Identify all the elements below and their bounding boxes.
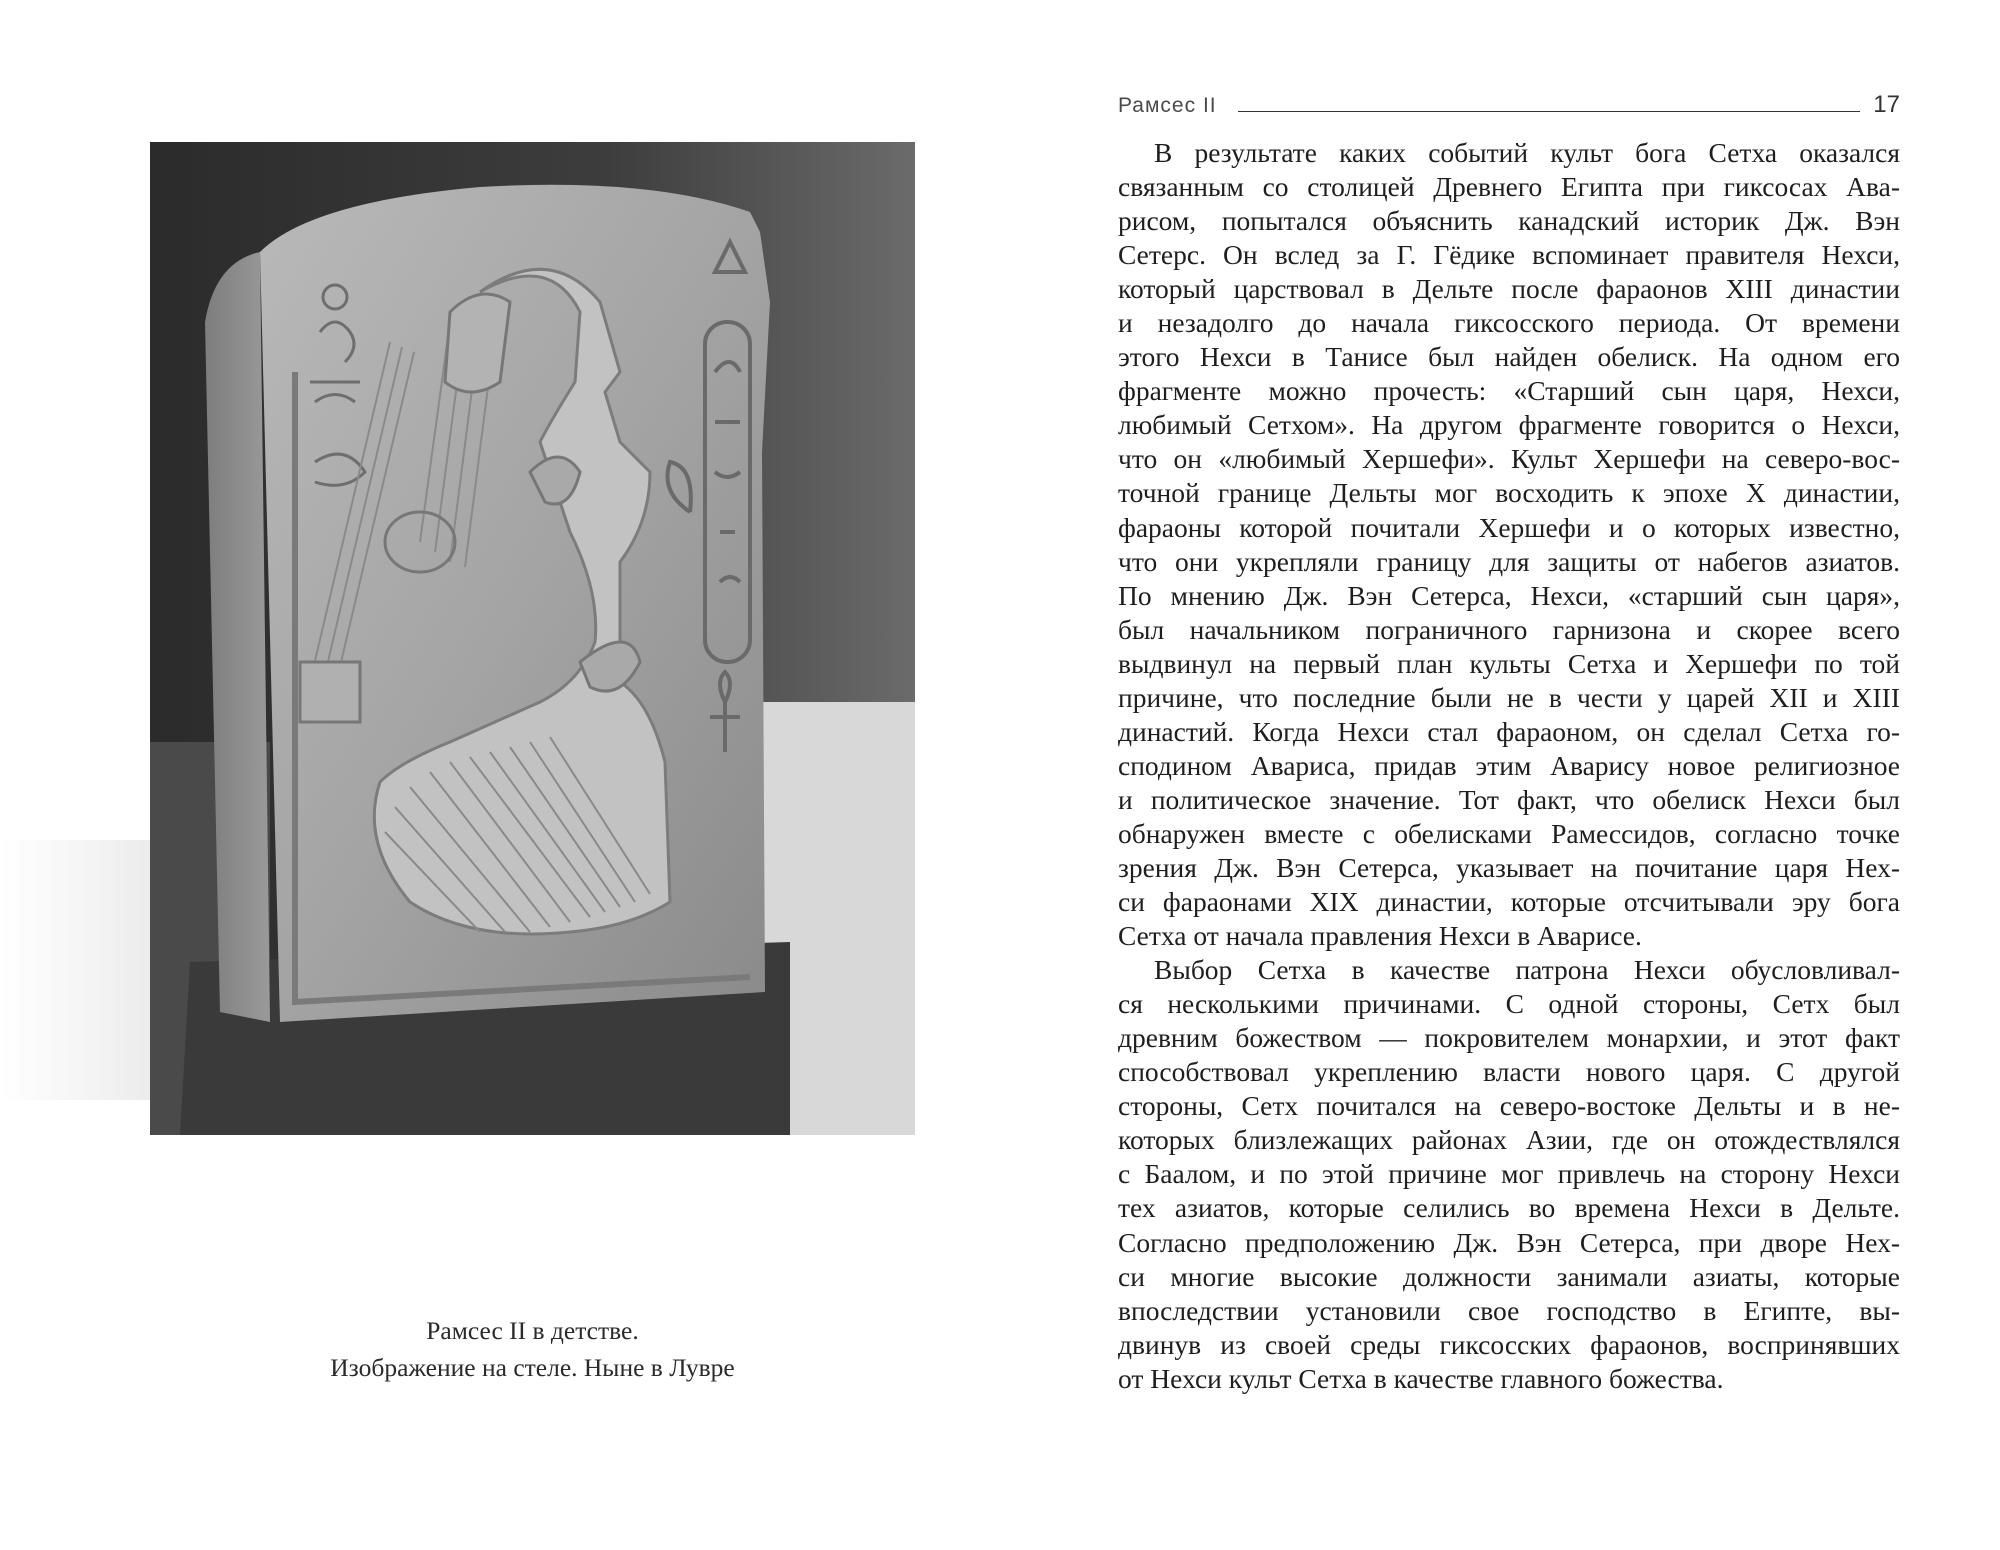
text-line: и незадолго до начала гиксосского периода. От времени [1118, 307, 1900, 339]
text-line: от Нехси культ Сетха в качестве главного божества. [1118, 1362, 1724, 1394]
paragraph [1118, 136, 1900, 953]
text-line: си фараонами XIX династии, которые отсчитывали эру бога [1118, 886, 1900, 918]
text-line: династий. Когда Нехси стал фараоном, он сделал Сетха го- [1118, 715, 1900, 747]
text-line: тех азиатов, которые селились во времена Нехси в Дельте. [1118, 1192, 1900, 1224]
text-line: что они укрепляли границу для защиты от набегов азиатов. [1118, 545, 1900, 577]
text-line: стороны, Сетх почитался на северо-востоке Дельты и в не- [1118, 1090, 1900, 1122]
text-line: фараоны которой почитали Хершефи и о которых известно, [1118, 511, 1900, 543]
page-edge-shadow [0, 840, 150, 1100]
text-line: был начальником пограничного гарнизона и скорее всего [1118, 613, 1900, 645]
text-line: этого Нехси в Танисе был найден обелиск. На одном его [1118, 341, 1900, 373]
running-head [1118, 91, 1900, 128]
page-number: 17 [1873, 91, 1900, 118]
body-text [1118, 136, 1900, 1396]
photo-caption [150, 1312, 915, 1386]
running-head-title: Рамсес II [1118, 94, 1217, 117]
text-line: точной границе Дельты мог восходить к эпохе X династии, [1118, 477, 1900, 509]
text-line: способствовал укреплению власти нового царя. С другой [1118, 1056, 1900, 1088]
text-line: выдвинул на первый план культы Сетха и Хершефи по той [1118, 647, 1900, 679]
text-line: которых близлежащих районах Азии, где он отождествлялся [1118, 1124, 1900, 1156]
running-head-rule [1238, 111, 1860, 112]
caption-line: Рамсес II в детстве. [426, 1316, 639, 1345]
text-line: зрения Дж. Вэн Сетерса, указывает на почитание царя Нех- [1118, 851, 1900, 883]
text-line: Согласно предположению Дж. Вэн Сетерса, при дворе Нех- [1118, 1226, 1900, 1258]
text-line: впоследствии установили свое господство в Египте, вы- [1118, 1294, 1900, 1326]
text-line: что он «любимый Хершефи». Культ Хершефи на северо-вос- [1118, 443, 1900, 475]
text-line: двинув из своей среды гиксосских фараонов, воспринявших [1118, 1328, 1900, 1360]
caption-line: Изображение на стеле. Ныне в Лувре [330, 1353, 735, 1382]
text-line: и политическое значение. Тот факт, что обелиск Нехси был [1118, 783, 1900, 815]
text-line: си многие высокие должности занимали азиаты, которые [1118, 1260, 1900, 1292]
text-line: связанным со столицей Древнего Египта при гиксосах Ава- [1118, 171, 1900, 203]
text-line: с Баалом, и по этой причине мог привлечь на сторону Нехси [1118, 1158, 1900, 1190]
text-line: обнаружен вместе с обелисками Рамессидов, согласно точке [1118, 817, 1900, 849]
text-line: который царствовал в Дельте после фараонов XIII династии [1118, 273, 1900, 305]
text-line: причине, что последние были не в чести у царей XII и XIII [1118, 681, 1900, 713]
text-line: По мнению Дж. Вэн Сетерса, Нехси, «старший сын царя», [1118, 579, 1900, 611]
text-line: Выбор Сетха в качестве патрона Нехси обусловливал- [1154, 954, 1900, 986]
paragraph [1118, 953, 1900, 1396]
text-line: фрагменте можно прочесть: «Старший сын царя, Нехси, [1118, 375, 1900, 407]
text-line: сподином Авариса, придав этим Аварису новое религиозное [1118, 749, 1900, 781]
text-line: рисом, попытался объяснить канадский историк Дж. Вэн [1118, 205, 1900, 237]
text-line: ся несколькими причинами. С одной стороны, Сетх был [1118, 988, 1900, 1020]
text-line: древним божеством — покровителем монархии, и этот факт [1118, 1022, 1900, 1054]
stele-photo-icon [150, 142, 915, 1135]
text-line: Сетха от начала правления Нехси в Аварисе. [1118, 920, 1642, 952]
text-line: любимый Сетхом». На другом фрагменте говорится о Нехси, [1118, 409, 1900, 441]
stele-photo [150, 142, 915, 1135]
text-line: Сетерс. Он вслед за Г. Гёдике вспоминает правителя Нехси, [1118, 239, 1900, 271]
text-line: В результате каких событий культ бога Сетха оказался [1154, 137, 1900, 168]
